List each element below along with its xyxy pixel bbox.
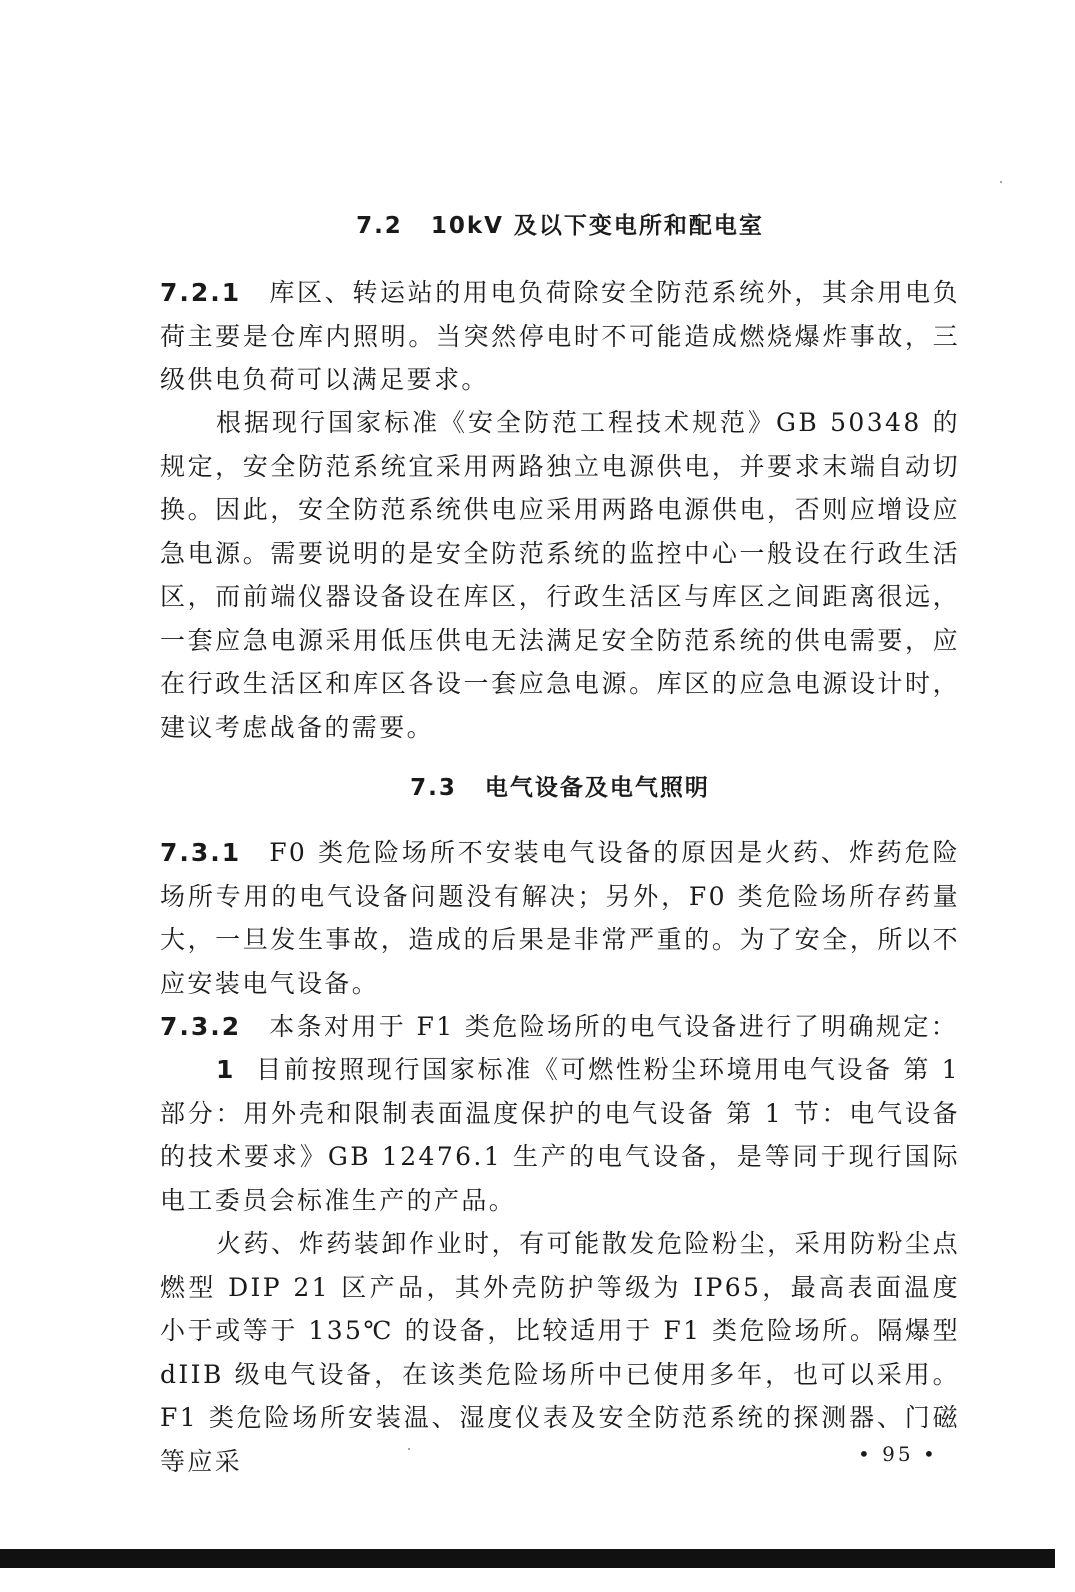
clause-text: F0 类危险场所不安装电气设备的原因是火药、炸药危险场所专用的电气设备问题没有解决；另外，F0 类危险场所存药量大，一旦发生事故，造成的后果是非常严重的。为了安全，所以不应安装电气设备。: [160, 838, 960, 998]
clause-7-2-1: [160, 271, 960, 402]
clause-text: 本条对用于 F1 类危险场所的电气设备进行了明确规定：: [269, 1012, 959, 1041]
scan-edge-bar: [0, 1549, 1055, 1568]
clause-number: 7.3.1: [160, 838, 242, 867]
item-number: 1: [216, 1055, 236, 1084]
section-heading-7-2: [160, 211, 960, 241]
page-number: • 95 •: [858, 1442, 938, 1466]
section-title: 10kV 及以下变电所和配电室: [430, 213, 764, 239]
paragraph-7-2-1-security-power: 根据现行国家标准《安全防范工程技术规范》GB 50348 的规定，安全防范系统宜采用两路独立电源供电，并要求末端自动切换。因此，安全防范系统供电应采用两路电源供电，否则应增设应急电源。需要说明的是安全防范系统的监控中心一般设在行政生活区，而前端仪器设备设在库区，行政生活区与库区之间距离很远，一套应急电源采用低压供电无法满足安全防范系统的供电需要，应在行政生活区和库区各设一套应急电源。库区的应急电源设计时，建议考虑战备的需要。: [160, 408, 960, 742]
item-text: 目前按照现行国家标准《可燃性粉尘环境用电气设备 第 1 部分：用外壳和限制表面温度保护的电气设备 第 1 节：电气设备的技术要求》GB 12476.1 生产的电气设备，是等同于现行国际电工委员会标准生产的产品。: [160, 1055, 960, 1215]
section-title: 电气设备及电气照明: [484, 775, 710, 801]
scan-speck: [408, 1448, 410, 1450]
clause-number: 7.2.1: [160, 278, 242, 307]
clause-number: 7.3.2: [160, 1012, 242, 1041]
list-item-7-3-2-1: [160, 1048, 960, 1222]
scan-speck: [1000, 181, 1002, 183]
clause-7-3-2: [160, 1005, 960, 1049]
section-number: 7.2: [356, 213, 403, 239]
clause-text: 库区、转运站的用电负荷除安全防范系统外，其余用电负荷主要是仓库内照明。当突然停电时不可能造成燃烧爆炸事故，三级供电负荷可以满足要求。: [160, 278, 960, 394]
section-heading-7-3: [160, 773, 960, 803]
paragraph-7-3-2-dust: 火药、炸药装卸作业时，有可能散发危险粉尘，采用防粉尘点燃型 DIP 21 区产品，其外壳防护等级为 IP65，最高表面温度小于或等于 135℃ 的设备，比较适用于 F1 类危险场所。隔爆型 dIIB 级电气设备，在该类危险场所中已使用多年，也可以采用。F1 类危险场所安装温、湿度仪表及安全防范系统的探测器、门磁等应采: [160, 1229, 960, 1476]
clause-7-3-1: [160, 831, 960, 1005]
section-number: 7.3: [410, 775, 457, 801]
